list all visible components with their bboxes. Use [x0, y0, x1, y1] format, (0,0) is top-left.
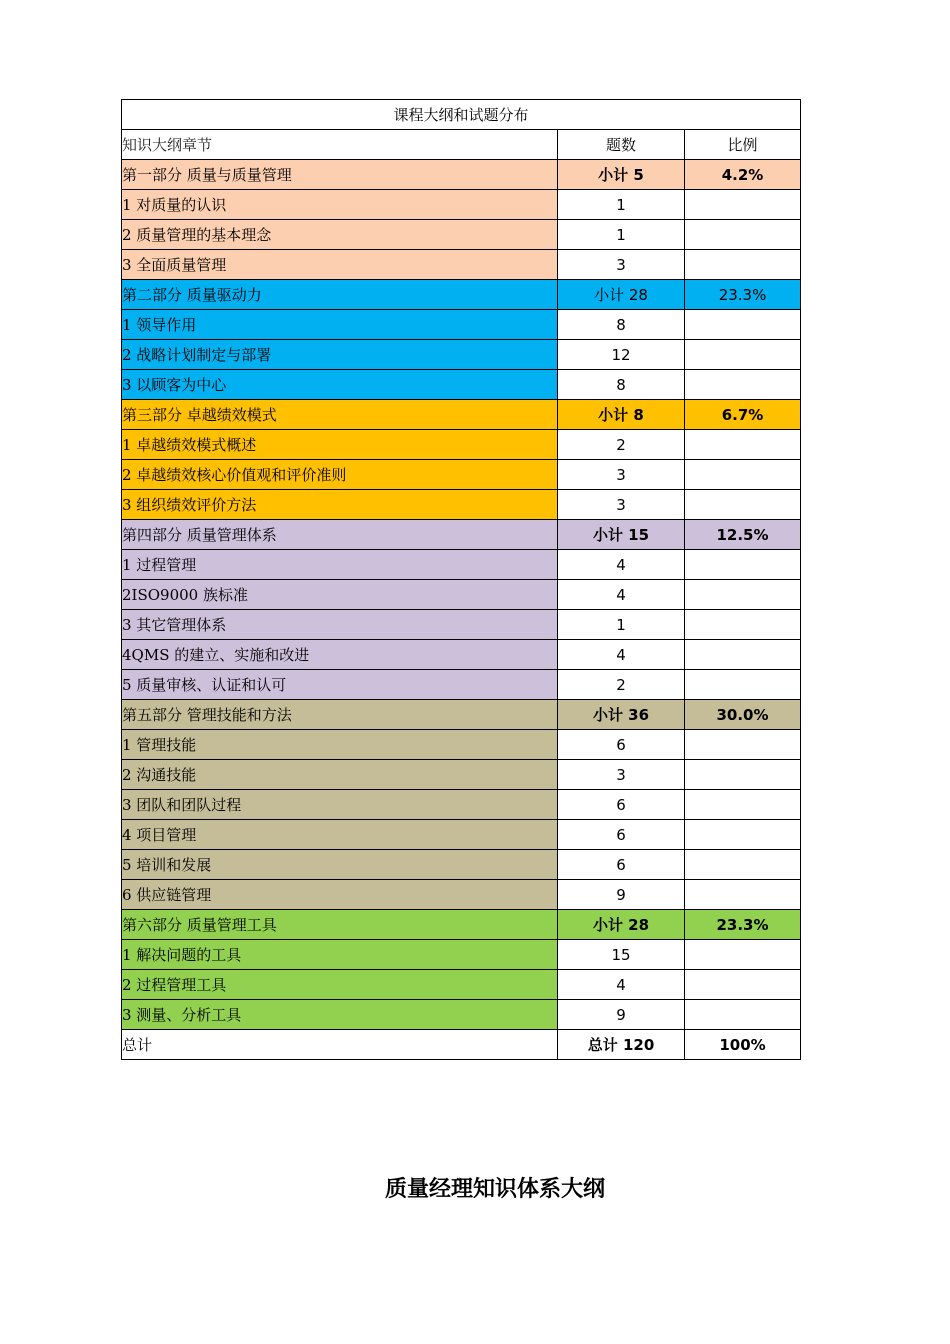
- item-name: 1 卓越绩效模式概述: [122, 430, 558, 460]
- item-count: 3: [558, 250, 685, 280]
- item-count: 1: [558, 190, 685, 220]
- subtotal-count: 小计 8: [558, 400, 685, 430]
- table-row: [122, 760, 801, 790]
- item-ratio: [685, 190, 801, 220]
- section-row: [122, 400, 801, 430]
- item-count: 1: [558, 220, 685, 250]
- section-name: 第一部分 质量与质量管理: [122, 160, 558, 190]
- item-name: 1 管理技能: [122, 730, 558, 760]
- item-ratio: [685, 880, 801, 910]
- table-row: [122, 1000, 801, 1030]
- item-ratio: [685, 340, 801, 370]
- section-row: [122, 700, 801, 730]
- header-chapter: 知识大纲章节: [122, 130, 558, 160]
- item-count: 3: [558, 760, 685, 790]
- item-count: 4: [558, 970, 685, 1000]
- subtotal-count: 小计 5: [558, 160, 685, 190]
- item-count: 3: [558, 490, 685, 520]
- table-row: [122, 670, 801, 700]
- item-name: 2ISO9000 族标准: [122, 580, 558, 610]
- header-count: 题数: [558, 130, 685, 160]
- item-name: 2 沟通技能: [122, 760, 558, 790]
- subtotal-ratio: 23.3%: [685, 280, 801, 310]
- table-row: [122, 220, 801, 250]
- item-name: 2 过程管理工具: [122, 970, 558, 1000]
- item-name: 2 战略计划制定与部署: [122, 340, 558, 370]
- subtotal-ratio: 100%: [685, 1030, 801, 1060]
- item-ratio: [685, 490, 801, 520]
- item-ratio: [685, 250, 801, 280]
- table-row: [122, 370, 801, 400]
- subtotal-count: 总计 120: [558, 1030, 685, 1060]
- item-name: 5 质量审核、认证和认可: [122, 670, 558, 700]
- item-name: 2 卓越绩效核心价值观和评价准则: [122, 460, 558, 490]
- subtotal-count: 小计 15: [558, 520, 685, 550]
- item-name: 2 质量管理的基本理念: [122, 220, 558, 250]
- table-row: [122, 250, 801, 280]
- item-ratio: [685, 820, 801, 850]
- item-count: 15: [558, 940, 685, 970]
- item-name: 6 供应链管理: [122, 880, 558, 910]
- table-row: [122, 190, 801, 220]
- table-row: [122, 490, 801, 520]
- item-name: 3 其它管理体系: [122, 610, 558, 640]
- item-name: 1 解决问题的工具: [122, 940, 558, 970]
- item-ratio: [685, 310, 801, 340]
- table-row: [122, 340, 801, 370]
- item-name: 1 领导作用: [122, 310, 558, 340]
- item-count: 9: [558, 1000, 685, 1030]
- table-row: [122, 790, 801, 820]
- item-name: 3 全面质量管理: [122, 250, 558, 280]
- item-count: 1: [558, 610, 685, 640]
- header-ratio: 比例: [685, 130, 801, 160]
- item-name: 4 项目管理: [122, 820, 558, 850]
- section-name: 第五部分 管理技能和方法: [122, 700, 558, 730]
- section-row: [122, 280, 801, 310]
- item-ratio: [685, 430, 801, 460]
- section-row: [122, 520, 801, 550]
- table-row: [122, 550, 801, 580]
- item-count: 2: [558, 670, 685, 700]
- item-ratio: [685, 760, 801, 790]
- item-ratio: [685, 1000, 801, 1030]
- item-name: 1 过程管理: [122, 550, 558, 580]
- item-ratio: [685, 460, 801, 490]
- item-count: 9: [558, 880, 685, 910]
- table-title: 课程大纲和试题分布: [122, 100, 801, 130]
- item-ratio: [685, 730, 801, 760]
- item-name: 4QMS 的建立、实施和改进: [122, 640, 558, 670]
- table-row: [122, 610, 801, 640]
- syllabus-table: [121, 99, 801, 1060]
- item-ratio: [685, 970, 801, 1000]
- item-count: 3: [558, 460, 685, 490]
- item-ratio: [685, 940, 801, 970]
- item-name: 3 测量、分析工具: [122, 1000, 558, 1030]
- table-header-row: [122, 130, 801, 160]
- section-name: 第二部分 质量驱动力: [122, 280, 558, 310]
- subtotal-ratio: 30.0%: [685, 700, 801, 730]
- subtotal-ratio: 6.7%: [685, 400, 801, 430]
- item-name: 1 对质量的认识: [122, 190, 558, 220]
- item-count: 2: [558, 430, 685, 460]
- item-count: 6: [558, 850, 685, 880]
- section-name: 第四部分 质量管理体系: [122, 520, 558, 550]
- item-name: 3 团队和团队过程: [122, 790, 558, 820]
- item-ratio: [685, 670, 801, 700]
- subtotal-count: 小计 36: [558, 700, 685, 730]
- item-ratio: [685, 370, 801, 400]
- item-count: 12: [558, 340, 685, 370]
- table-row: [122, 640, 801, 670]
- item-ratio: [685, 220, 801, 250]
- item-count: 4: [558, 580, 685, 610]
- item-count: 6: [558, 820, 685, 850]
- subtotal-count: 小计 28: [558, 910, 685, 940]
- section-name: 第三部分 卓越绩效模式: [122, 400, 558, 430]
- table-row: [122, 310, 801, 340]
- item-ratio: [685, 610, 801, 640]
- table-row: [122, 940, 801, 970]
- item-count: 8: [558, 370, 685, 400]
- table-row: [122, 850, 801, 880]
- table-row: [122, 430, 801, 460]
- item-name: 3 以顾客为中心: [122, 370, 558, 400]
- item-ratio: [685, 550, 801, 580]
- item-ratio: [685, 850, 801, 880]
- table-row: [122, 580, 801, 610]
- document-title: 质量经理知识体系大纲: [384, 1177, 605, 1202]
- section-row: [122, 160, 801, 190]
- item-name: 5 培训和发展: [122, 850, 558, 880]
- subtotal-ratio: 4.2%: [685, 160, 801, 190]
- item-ratio: [685, 790, 801, 820]
- item-ratio: [685, 580, 801, 610]
- item-count: 6: [558, 730, 685, 760]
- table-row: [122, 460, 801, 490]
- table-row: [122, 970, 801, 1000]
- subtotal-count: 小计 28: [558, 280, 685, 310]
- table-title-row: [122, 100, 801, 130]
- subtotal-ratio: 23.3%: [685, 910, 801, 940]
- subtotal-ratio: 12.5%: [685, 520, 801, 550]
- table-row: [122, 820, 801, 850]
- section-row: [122, 910, 801, 940]
- section-name: 第六部分 质量管理工具: [122, 910, 558, 940]
- table-row: [122, 730, 801, 760]
- item-ratio: [685, 640, 801, 670]
- item-count: 4: [558, 640, 685, 670]
- table-row: [122, 880, 801, 910]
- item-count: 6: [558, 790, 685, 820]
- total-label: 总计: [122, 1030, 558, 1060]
- item-count: 4: [558, 550, 685, 580]
- total-row: [122, 1030, 801, 1060]
- item-name: 3 组织绩效评价方法: [122, 490, 558, 520]
- item-count: 8: [558, 310, 685, 340]
